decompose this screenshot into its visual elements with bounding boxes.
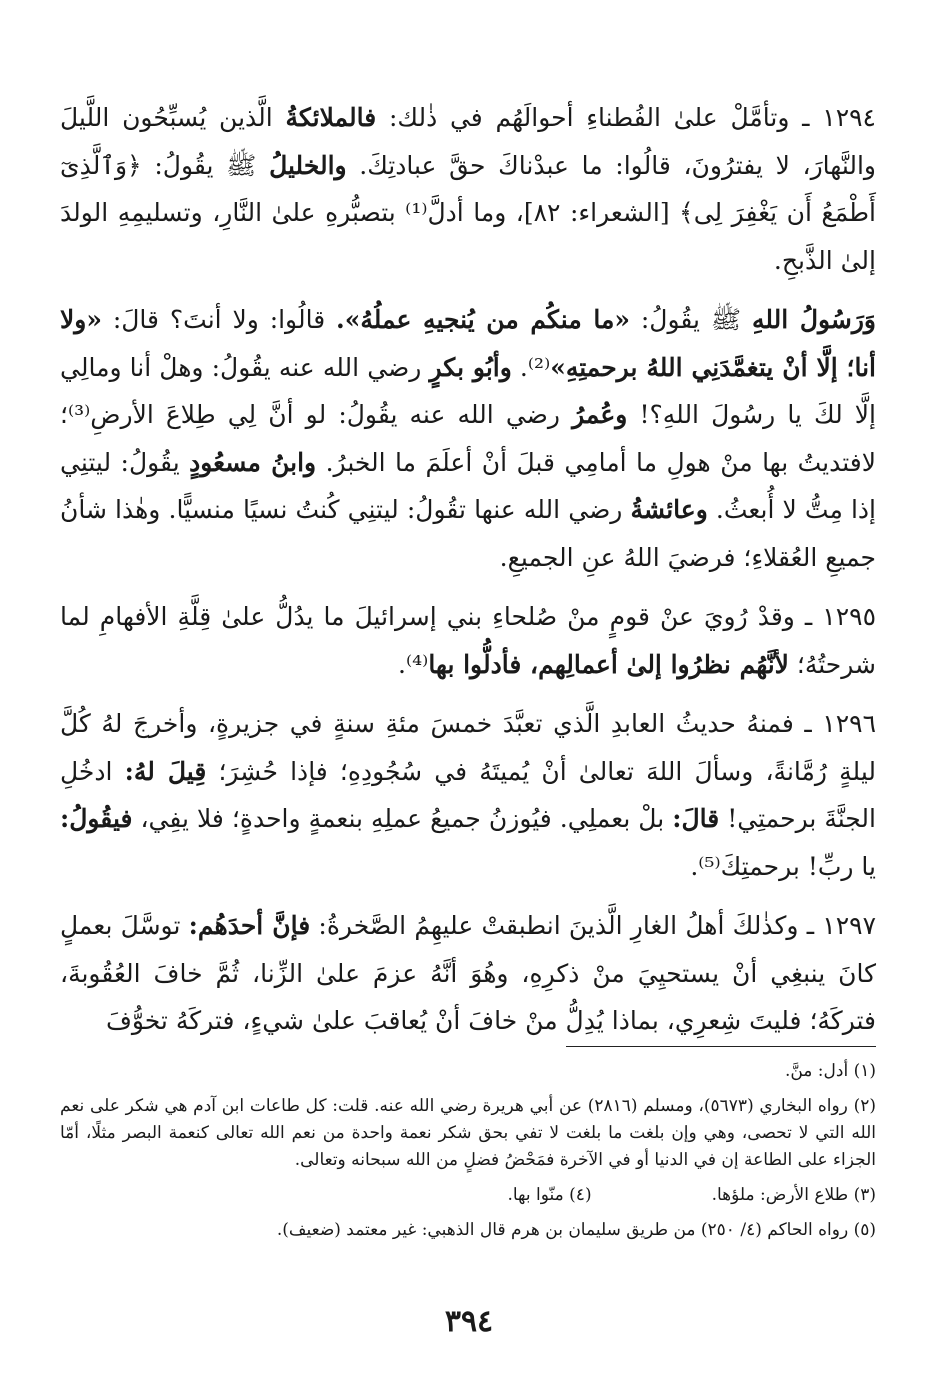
paragraph-companions	[60, 296, 876, 581]
text-run: الَّذين يُسبِّحُون اللَّيلَ والنَّهارَ، لا يفترُونَ، قالُوا: ما عبدْناكَ حقَّ عبادتِكَ.	[60, 103, 877, 180]
paragraph-1295	[60, 593, 876, 688]
footnote-4: (٤) منّوا بها.	[507, 1185, 592, 1205]
bold-phrase: وَرَسُولُ اللهِ	[751, 305, 877, 334]
footnote-1: (١) أدل: منَّ.	[784, 1061, 876, 1081]
bold-phrase: «ولا أنا؛ إلَّا أنْ يتغمَّدَنِي اللهُ برحمتِهِ»	[60, 305, 876, 382]
bold-phrase: لأنَّهُم نظرُوا إلىٰ أعمالِهم، فأدلُّوا بها	[428, 649, 789, 679]
bold-phrase: وعُمرُ	[572, 400, 628, 429]
bold-phrase: فيقُولُ:	[60, 804, 133, 833]
text-run: ﷺ يقُولُ: ﴿وَٱلَّذِىٓ أَطْمَعُ أَن يَغْفِرَ لِى﴾ [الشعراء: ٨٢]، وما أدلَّ⁽¹⁾ بتصبُّرهِ علىٰ النَّارِ، وتسليمِهِ الولدَ إلىٰ الذَّبحِ.	[60, 150, 876, 275]
footnote-5: (٥) رواه الحاكم (٤/ ٢٥٠) من طريق سليمان بن هرم قال الذهبي: غير معتمد (ضعيف).	[276, 1220, 876, 1240]
bold-phrase: قالَ:	[672, 804, 720, 833]
text-run: ادخُلِ الجنَّةَ برحمتِي!	[60, 756, 876, 833]
text-run: توسَّلَ بعملٍ كانَ ينبغِي أنْ يستحيِيَ منْ ذكرِهِ، وهُوَ أنَّهُ عزمَ علىٰ الزِّنا، ثُمَّ خافَ العُقُوبةَ، فتركَهُ؛ فليتَ شِعرِي، بماذا يُدِلُّ منْ خافَ أنْ يُعاقبَ علىٰ شيءٍ، فتركَهُ تخوُّفَ	[60, 911, 876, 1035]
footnote-3: (٣) طلاع الأرض: ملؤها.	[711, 1185, 876, 1205]
text-run: ١٢٩٦ ـ فمنهُ حديثُ العابدِ الَّذي تعبَّدَ خمسَ مئةِ سنةٍ في جزيرةٍ، وأخرجَ لهُ كُلَّ ليلةٍ رُمَّانةً، وسألَ اللهَ تعالىٰ أنْ يُميتَهُ في سُجُودِهِ؛ فإذا حُشِرَ؛	[60, 709, 876, 786]
paragraph-1294	[60, 94, 876, 284]
text-run: ١٢٩٧ ـ وكذٰلكَ أهلُ الغارِ الَّذينَ انطبقتْ عليهِمُ الصَّخرةُ:	[310, 911, 876, 940]
bold-phrase: قِيلَ لهُ:	[124, 756, 207, 786]
text-run: يقُولُ: ليتنِي إذا مِتُّ لا أُبعثُ.	[60, 447, 877, 524]
main-text	[60, 94, 876, 1057]
text-run: ⁽²⁾.	[511, 352, 551, 382]
text-run: رضي الله عنه يقُولُ: لو أنَّ لِي طِلاعَ الأرضِ⁽³⁾؛ لافتديتُ بها منْ هولِ ما أمامِي قبلَ أنْ أعلَمَ ما الخبرُ.	[60, 400, 877, 477]
text-run: ﷺ يقُولُ:	[630, 305, 752, 334]
text-run: ١٢٩٤ ـ وتأمَّلْ علىٰ الفُطناءِ أحوالَهُم في ذٰلك:	[376, 103, 876, 132]
text-run: رضي الله عنها تقُولُ: ليتنِي كُنتُ نسيًا منسيًّا. وهٰذا شأنُ جميعِ العُقلاءِ؛ فرضيَ اللهُ عنِ الجميعِ.	[60, 495, 876, 572]
text-run: ⁽⁴⁾.	[398, 649, 429, 679]
page-number: ٣٩٤	[444, 1304, 494, 1339]
bold-phrase: وابنُ مسعُودٍ	[189, 447, 317, 477]
footnotes	[60, 1058, 876, 1252]
bold-phrase: وأبُو بكرٍ	[429, 352, 512, 382]
text-run: رضي الله عنه يقُولُ: وهلْ أنا ومالِي إلَّا لكَ يا رسُولَ اللهِ؟!	[60, 352, 876, 429]
bold-phrase: فإنَّ أحدَهُم:	[188, 911, 311, 940]
text-run: ١٢٩٥ ـ وقدْ رُويَ عنْ قومٍ منْ صُلحاءِ بني إسرائيلَ ما يدُلُّ علىٰ قِلَّةِ الأفهامِ لما شرحتُهُ؛	[60, 602, 876, 679]
footnote-2: (٢) رواه البخاري (٥٦٧٣)، ومسلم (٢٨١٦) عن أبي هريرة رضي الله عنه. قلت: كل طاعات ابن آدم هي شكر على نعم الله التي لا تحصى، وهي وإن بلغت ما بلغت لا تفي بحق شكر نعمة واحدة من نعم الله تعالى كنعمة البصر مثلًا، أمّا الجزاء على الطاعة إن في الدنيا أو في الآخرة فمَحْضُ فضلٍ من الله سبحانه وتعالى.	[60, 1096, 876, 1170]
text-run: يا ربِّ! برحمتِكَ⁽⁵⁾.	[690, 851, 876, 881]
paragraph-1297	[60, 902, 876, 1045]
footnote-divider	[566, 1046, 876, 1047]
bold-phrase: وعائشةُ	[630, 495, 708, 524]
paragraph-1296	[60, 700, 876, 890]
bold-phrase: والخليلُ	[269, 150, 347, 180]
bold-phrase: فالملائكةُ	[285, 103, 377, 132]
footnote-row-3-4	[60, 1182, 876, 1209]
text-run: بلْ بعملِي. فيُوزنُ جميعُ عملِهِ بنعمةٍ واحدةٍ؛ فلا يفِي،	[132, 804, 673, 833]
bold-phrase: «ما منكُم من يُنجيهِ عملُهُ».	[336, 305, 630, 334]
text-run: قالُوا: ولا أنتَ؟ قالَ:	[101, 305, 337, 334]
